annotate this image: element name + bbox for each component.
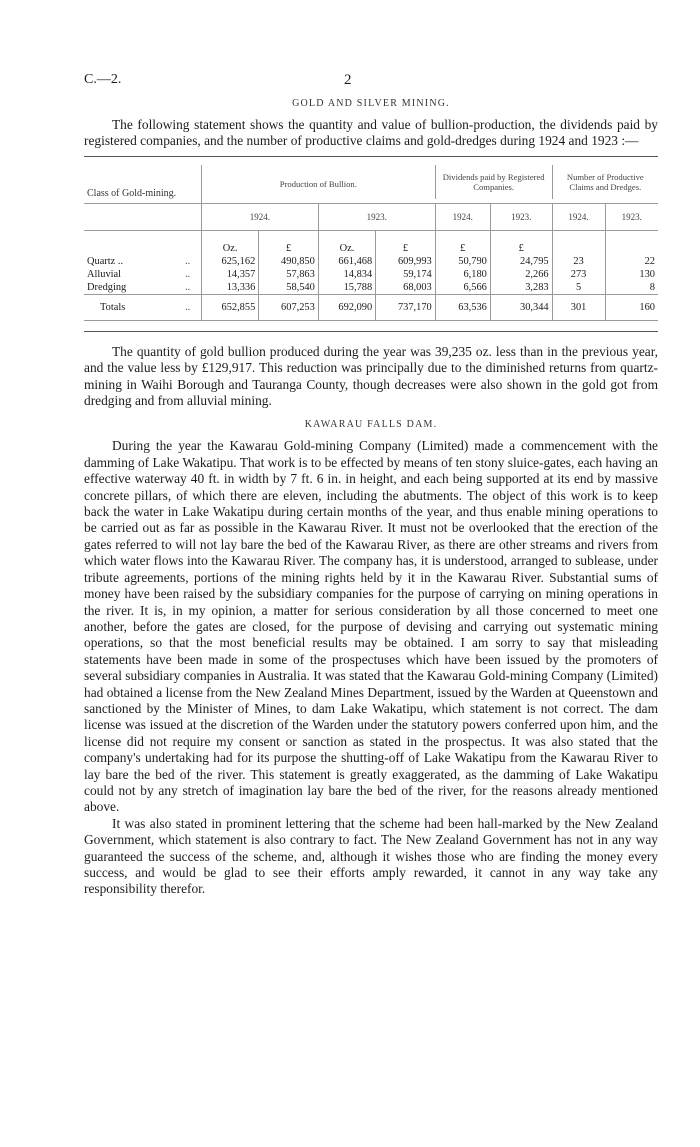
unit-div-1924: £	[435, 230, 490, 255]
row-leader-dots: ..	[185, 255, 191, 267]
year-header-row	[84, 203, 658, 230]
production-header: Production of Bullion.	[201, 165, 435, 199]
row-label: Dredging	[87, 281, 127, 293]
unit-oz-1923: Oz.	[318, 230, 375, 255]
cell-oz-1924: 14,357	[201, 268, 258, 281]
bullion-table	[84, 165, 658, 321]
units-row	[84, 230, 658, 255]
section-title-kawarau: KAWARAU FALLS DAM.	[304, 419, 438, 431]
table-top-rule	[84, 156, 658, 157]
table-row	[84, 255, 658, 268]
cell-oz-1923: 15,788	[318, 281, 375, 295]
production-summary-paragraph: The quantity of gold bullion produced during the year was 39,235 oz. less than in the previous year, and the value less by £129,917. This reduction was principally due to the diminished returns from quartz-mining in Waihi Borough and Tauranga County, though decreases were also shown in the gold got from dredging and from alluvial mining.	[84, 343, 658, 409]
table-group-header-row	[84, 165, 658, 199]
cell-claims-1924: 5	[552, 281, 605, 295]
cell-oz-1924: 13,336	[201, 281, 258, 295]
cell-value-1923: 68,003	[376, 281, 436, 295]
unit-div-1923: £	[490, 230, 552, 255]
kawarau-paragraph-2: It was also stated in prominent lettering that the scheme had been hall-marked by the New Zealand Government, which statement is also contrary to fact. The New Zealand Government has not in any way guaranteed the success of the scheme, and, although it wishes those who are finding the money every success, and would be glad to see their efforts amply rewarded, it cannot in any way take any responsibility therefor.	[84, 815, 658, 897]
cell-claims-1924: 273	[552, 268, 605, 281]
total-value-1923: 737,170	[376, 294, 436, 320]
cell-value-1924: 57,863	[259, 268, 319, 281]
year-1923-claims: 1923.	[605, 203, 658, 230]
total-oz-1924: 652,855	[201, 294, 258, 320]
cell-dividends-1924: 6,566	[435, 281, 490, 295]
year-1924-claims: 1924.	[552, 203, 605, 230]
year-1924-dividends: 1924.	[435, 203, 490, 230]
row-leader-dots: ..	[185, 281, 191, 293]
table-bottom-rule	[84, 331, 658, 332]
kawarau-paragraph-1: During the year the Kawarau Gold-mining Company (Limited) made a commencement with the damming of Lake Wakatipu. That work is to be effected by means of ten stony sluice-gates, each having an effective waterway 40 ft. in width by 7 ft. 6 in. in height, and each being supported at its end by massive concrete pillars, of which there are eleven, including the abutments. The object of this work is to keep back the water in Lake Wakatipu during certain months of the year, and thus enable mining operations to be carried out as far as possible in the Kawarau River. It must not be overlooked that the erection of the gates referred to will not lay bare the bed of the Kawarau River, as there are other streams and rivers from which water flows into the Kawarau River. The company has, it is understood, arranged to sublease, under tribute agreements, portions of the mining rights held by it in the Kawarau River. Substantial sums of money have been raised by the subsidiary companies for the purpose of carrying on mining operations in the river. It is, in my opinion, a matter for serious consideration by all those concerned to meet one another, before the gates are closed, for the purpose of devising and carrying out systematic mining operations, so that the most beneficial results may be obtained. I am sorry to say that misleading statements have been made in some of the prospectuses which have been issued by the promoters of several subsidiary companies in Australia. It was stated that the Kawarau Gold-mining Company (Limited) had obtained a license from the New Zealand Mines Department, issued by the Warden at Queenstown and sanctioned by the Minister of Mines, to dam Lake Wakatipu, which statement is not correct. The dam license was issued at the discretion of the Warden under the statutory powers conferred upon him, and the license did not require my consent or sanction as stated in the prospectus. It was also stated that the company's undertaking had for its purpose the shutting-off of Lake Wakatipu from the Kawarau River to lay bare the bed of the river. This statement is greatly exaggerated, as the damming of Lake Wakatipu could not by any stretch of imagination lay bare the bed of the river, for the reasons already mentioned above.	[84, 438, 658, 815]
folio-reference: C.—2.	[84, 72, 122, 87]
cell-value-1923: 609,993	[376, 255, 436, 268]
unit-pound-1924: £	[259, 230, 319, 255]
cell-value-1923: 59,174	[376, 268, 436, 281]
total-claims-1924: 301	[552, 294, 605, 320]
cell-claims-1923: 130	[605, 268, 658, 281]
section-title-gold-silver: GOLD AND SILVER MINING.	[292, 98, 450, 109]
totals-row	[84, 294, 658, 320]
total-oz-1923: 692,090	[318, 294, 375, 320]
year-1923-dividends: 1923.	[490, 203, 552, 230]
table-row	[84, 268, 658, 281]
claims-header: Number of Productive Claims and Dredges.	[552, 165, 658, 199]
row-label: Alluvial	[87, 268, 122, 280]
cell-claims-1923: 8	[605, 281, 658, 295]
dividends-header: Dividends paid by Registered Companies.	[435, 165, 552, 199]
table-row	[84, 281, 658, 295]
total-dividends-1923: 30,344	[490, 294, 552, 320]
cell-claims-1923: 22	[605, 255, 658, 268]
total-dividends-1924: 63,536	[435, 294, 490, 320]
unit-oz-1924: Oz.	[201, 230, 258, 255]
cell-dividends-1924: 50,790	[435, 255, 490, 268]
total-value-1924: 607,253	[259, 294, 319, 320]
page-number: 2	[344, 72, 352, 88]
class-header: Class of Gold-mining.	[87, 187, 177, 199]
row-label: Quartz ..	[87, 255, 124, 267]
cell-claims-1924: 23	[552, 255, 605, 268]
intro-paragraph: The following statement shows the quantity and value of bullion-production, the dividends paid by registered companies, and the number of productive claims and gold-dredges during 1924 and 1923 :—	[84, 117, 658, 149]
cell-dividends-1923: 24,795	[490, 255, 552, 268]
cell-value-1924: 58,540	[259, 281, 319, 295]
document-page	[84, 66, 658, 898]
unit-pound-1923: £	[376, 230, 436, 255]
cell-oz-1924: 625,162	[201, 255, 258, 268]
year-1923-production: 1923.	[318, 203, 435, 230]
cell-value-1924: 490,850	[259, 255, 319, 268]
total-claims-1923: 160	[605, 294, 658, 320]
cell-dividends-1924: 6,180	[435, 268, 490, 281]
totals-label: Totals	[100, 301, 126, 313]
cell-oz-1923: 661,468	[318, 255, 375, 268]
totals-leader-dots: ..	[185, 301, 191, 313]
cell-dividends-1923: 3,283	[490, 281, 552, 295]
cell-oz-1923: 14,834	[318, 268, 375, 281]
cell-dividends-1923: 2,266	[490, 268, 552, 281]
row-leader-dots: ..	[185, 268, 191, 280]
year-1924-production: 1924.	[201, 203, 318, 230]
page-header	[84, 66, 658, 92]
